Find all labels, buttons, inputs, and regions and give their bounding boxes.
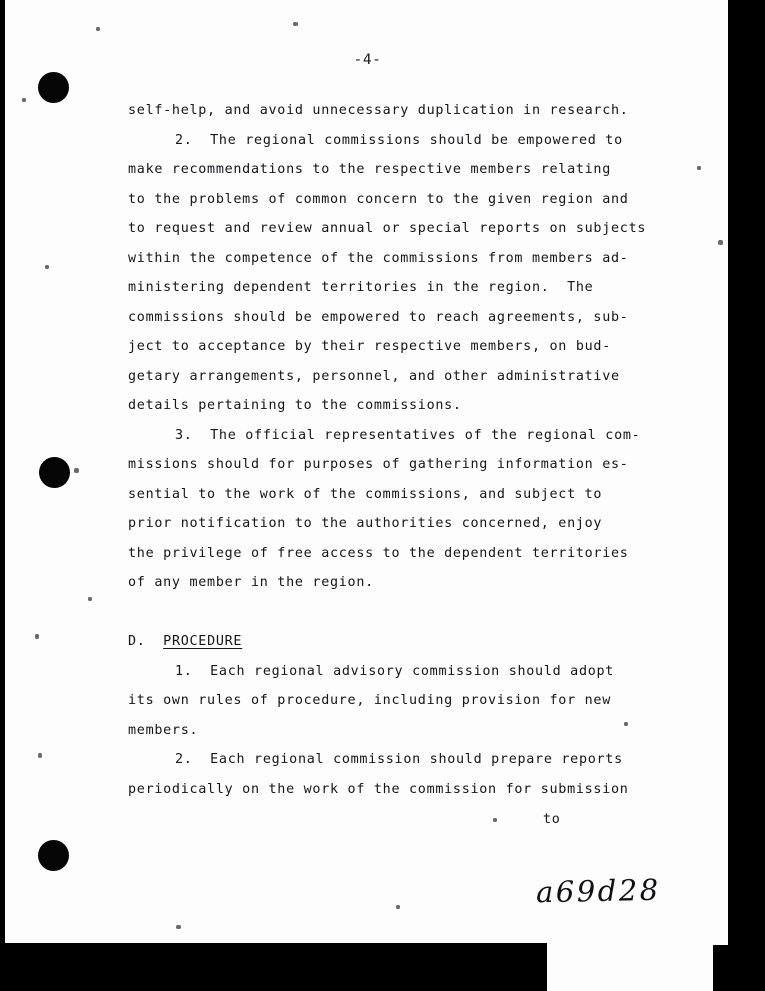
- typed-line: sential to the work of the commissions, and subject to: [128, 486, 603, 502]
- handwritten-archival-mark: a69d28: [535, 872, 661, 910]
- section-heading-spacer: [146, 634, 164, 649]
- typed-line: getary arrangements, personnel, and other administrative: [128, 368, 620, 384]
- typed-line: ject to acceptance by their respective members, on bud-: [128, 339, 612, 354]
- typed-line: 1. Each regional advisory commission should adopt: [175, 663, 615, 679]
- section-heading: [128, 627, 688, 657]
- typed-line: commissions should be empowered to reach agreements, sub-: [128, 309, 629, 325]
- typed-line: periodically on the work of the commission for submission: [128, 781, 629, 797]
- typed-line: prior notification to the authorities concerned, enjoy: [128, 516, 603, 531]
- typed-line: members.: [128, 722, 199, 738]
- procedure-paragraphs: [128, 657, 688, 805]
- typed-line: 2. The regional commissions should be empowered to: [175, 132, 623, 148]
- typed-line: within the competence of the commissions from members ad-: [128, 250, 629, 266]
- section-letter: D.: [128, 634, 146, 649]
- typed-line: to request and review annual or special reports on subjects: [128, 221, 647, 236]
- typed-line: ministering dependent territories in the region. The: [128, 280, 594, 295]
- body-paragraphs: [128, 96, 688, 598]
- typed-line: self-help, and avoid unnecessary duplication in research.: [128, 103, 629, 118]
- body-text-block: [128, 96, 688, 804]
- typed-line: its own rules of procedure, including provision for new: [128, 693, 612, 708]
- typed-line: the privilege of free access to the dependent territories: [128, 545, 629, 561]
- typed-line: details pertaining to the commissions.: [128, 398, 462, 413]
- typed-line: to the problems of common concern to the given region and: [128, 191, 629, 207]
- typed-line: 3. The official representatives of the regional com-: [175, 427, 641, 443]
- typed-line: 2. Each regional commission should prepare reports: [175, 752, 623, 767]
- catchword: to: [543, 812, 561, 827]
- paragraph-spacer: [128, 598, 688, 628]
- typed-line: make recommendations to the respective members relating: [128, 162, 612, 177]
- section-title: PROCEDURE: [163, 634, 243, 649]
- typed-line: of any member in the region.: [128, 575, 374, 590]
- page-number: -4-: [353, 52, 382, 68]
- typed-line: missions should for purposes of gathering information es-: [128, 457, 629, 472]
